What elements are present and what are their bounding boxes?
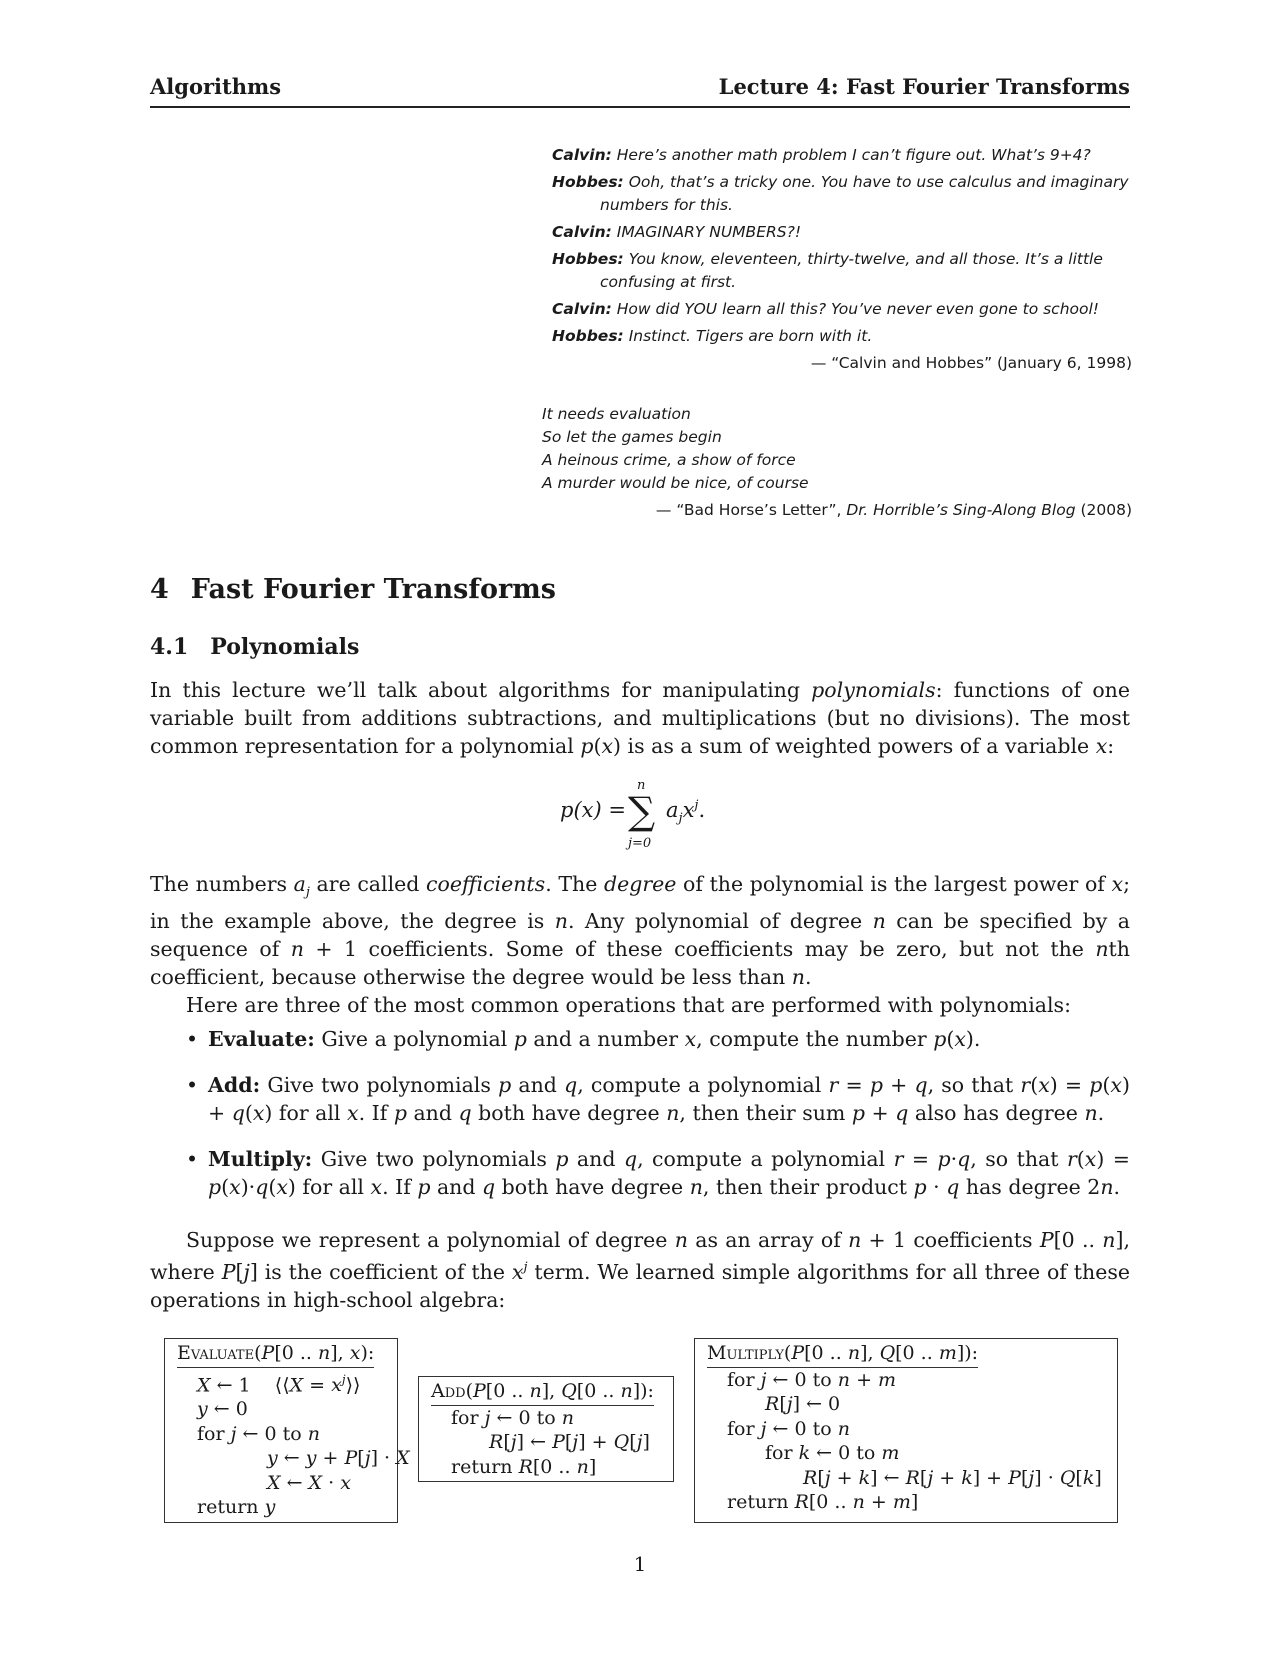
list-item: • Evaluate: Give a polynomial p and a number x, compute the number p(x). [186,1027,981,1051]
sum-upper-limit: n [637,778,646,793]
epigraph-calvin-hobbes [552,144,1132,375]
paragraph-coefficients: The numbers $a_j$ are called coefficients. The degree of the polynomial is the largest power of x; in the example above, the degree is n. Any polynomial of degree n can be specified by a sequence of n + 1 coefficients. Some of these coefficients may be zero, but not the nth coefficient, because otherwise the degree would be less than n. Here are three of the most common operations that are performed with polynomials: [150,872,1130,1018]
algorithm-add: Add(P[0 .. n], Q[0 .. n]): for j ← 0 to n R[j] ← P[j] + Q[j] return R[0 .. n] [418,1376,674,1482]
dialog-line: Hobbes: Instinct. Tigers are born with it. [552,327,873,345]
operations-list [150,1025,1130,1219]
sum-lower-limit: j=0 [628,836,652,851]
running-header-left: Algorithms [150,74,282,99]
section-heading: 4 Fast Fourier Transforms [150,574,556,605]
list-item: • Add: Give two polynomials p and q, compute a polynomial r = p + q, so that r(x) = p(x) + q(x) for all x. If p and q both have degree n, then their sum p + q also has degree n. [186,1073,1130,1125]
dialog-line: Calvin: Here’s another math problem I can’t figure out. What’s 9+4? [552,146,1091,164]
equation-rhs: $a_jx^j$. [666,798,706,827]
lyric-line: A heinous crime, a show of force [542,451,796,469]
algorithm-multiply: Multiply(P[0 .. n], Q[0 .. m]): for j ← 0 to n + m R[j] ← 0 for j ← 0 to n for k ← 0 to m R[j + k] ← R[j + k] + P[j] · Q[k] return R[0 .. n + m] [694,1338,1118,1523]
epigraph-attribution: — “Bad Horse’s Letter”, Dr. Horrible’s Sing-Along Blog (2008) [655,501,1132,519]
dialog-line: Calvin: IMAGINARY NUMBERS?! [552,223,802,241]
running-header-right: Lecture 4: Fast Fourier Transforms [718,74,1130,99]
epigraph-attribution: — “Calvin and Hobbes” (January 6, 1998) [810,354,1132,372]
paragraph-intro: In this lecture we’ll talk about algorithms for manipulating polynomials: functions of one variable built from additions subtractions, and multiplications (but no divisions). The most common representation for a polynomial p(x) is as a sum of weighted powers of a variable x: [150,678,1130,758]
lyric-line: So let the games begin [542,428,722,446]
epigraph-bad-horse [542,403,1132,522]
lyric-line: A murder would be nice, of course [542,474,809,492]
algorithm-evaluate: Evaluate(P[0 .. n], x): X ← 1 ⟨⟨X = $x^j⟩⟩$ y ← 0 for j ← 0 to n y ← y + P[j] · X X ← X · x return y [164,1338,398,1523]
paragraph-array-representation: Suppose we represent a polynomial of degree n as an array of n + 1 coefficients P[0 .. n], where P[j] is the coefficient of the $x^j$ term. We learned simple algorithms for all three of these operations in high-school algebra: [150,1228,1130,1312]
paragraph-operations-intro: Here are three of the most common operations that are performed with polynomials: [186,993,1071,1018]
dialog-line: Hobbes: You know, eleventeen, thirty-twelve, and all those. It’s a little confusing at first. [552,250,1103,291]
subsection-heading: 4.1 Polynomials [150,634,360,660]
lyric-line: It needs evaluation [542,405,691,423]
dialog-line: Calvin: How did YOU learn all this? You’ve never even gone to school! [552,300,1100,318]
dialog-line: Hobbes: Ooh, that’s a tricky one. You have to use calculus and imaginary numbers for this. [552,173,1129,214]
list-item: • Multiply: Give two polynomials p and q, compute a polynomial r = p·q, so that r(x) = p(x)·q(x) for all x. If p and q both have degree n, then their product p · q has degree 2n. [186,1147,1130,1199]
header-rule [150,106,1130,108]
polynomial-equation [0,778,1280,854]
page-number: 1 [633,1552,647,1576]
summation-sign: ∑ [628,789,656,833]
equation-lhs: p(x) = [560,798,626,822]
